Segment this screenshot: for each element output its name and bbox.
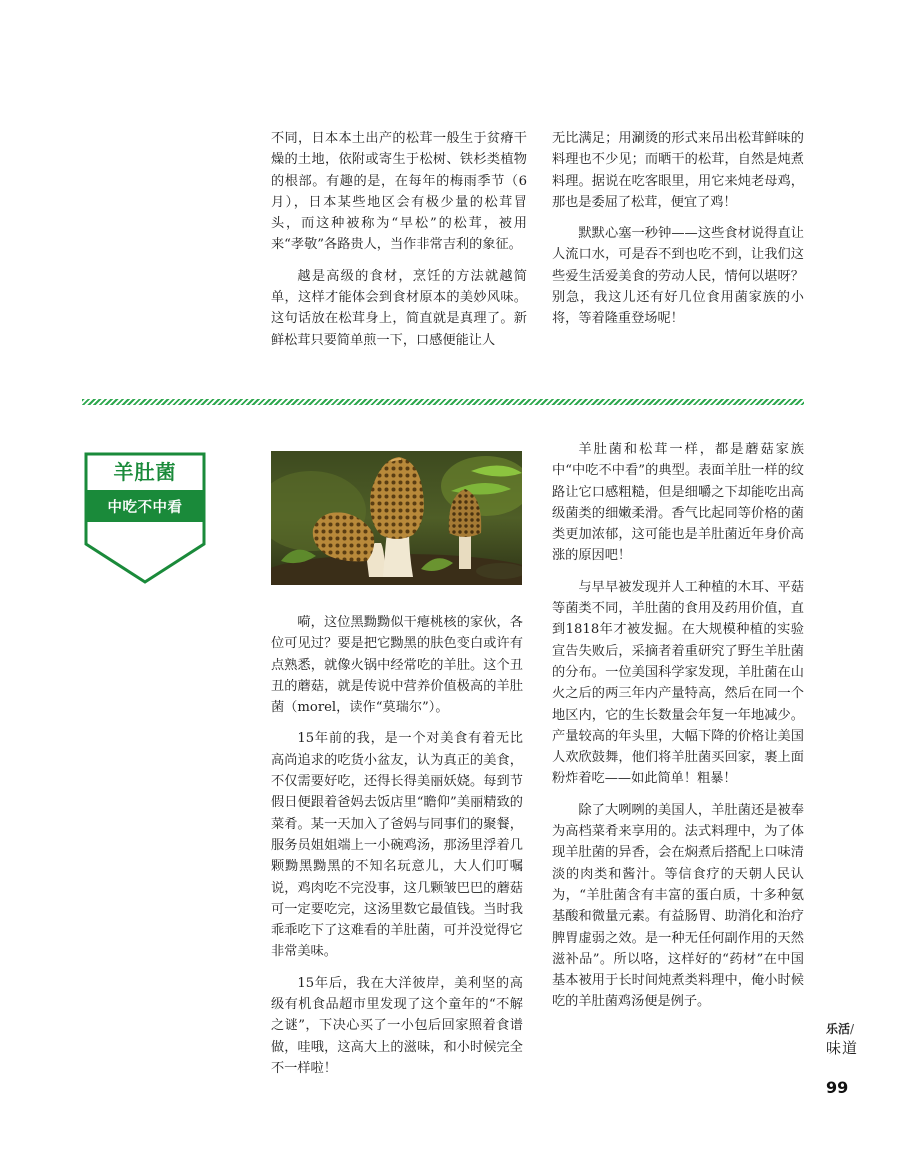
article-column-bottom-right xyxy=(552,439,804,1023)
paragraph: 越是高级的食材，烹饪的方法就越简单，这样才能体会到食材原本的美妙风味。这句话放在松茸身上，简直就是真理了。新鲜松茸只要简单煎一下，口感便能让人 xyxy=(271,268,527,348)
article-column-top-left xyxy=(271,128,527,361)
column-label xyxy=(826,1018,866,1058)
paragraph: 15年前的我，是一个对美食有着无比高尚追求的吃货小盆友，认为真正的美食，不仅需要好吃，还得长得美丽妖娆。每到节假日便跟着爸妈去饭店里“瞻仰”美丽精致的菜肴。某一天加入了爸妈与同事们的聚餐，服务员姐姐端上一小碗鸡汤，那汤里浮着几颗黝黑黝黑的不知名玩意儿，大人们叮嘱说，鸡肉吃不完没事，这几颗皱巴巴的蘑菇可一定要吃完，这汤里数它最值钱。当时我乖乖吃下了这难看的羊肚菌，可并没觉得它非常美味。 xyxy=(271,731,523,960)
column-label-secondary: 味道 xyxy=(826,1039,859,1057)
column-label-primary: 乐活 xyxy=(826,1022,851,1036)
section-divider xyxy=(82,399,804,405)
section-badge xyxy=(84,452,206,584)
morel-mushroom-photo xyxy=(271,451,522,585)
paragraph: 与早早被发现并人工种植的木耳、平菇等菌类不同，羊肚菌的食用及药用价值，直到1818年才被发掘。在大规模种植的实验宣告失败后，采摘者着重研究了野生羊肚菌的分布。一位美国科学家发现，羊肚菌在山火之后的两三年内产量特高，然后在同一个地区内，它的生长数量会年复一年地减少。产量较高的年头里，大幅下降的价格让美国人欢欣鼓舞，他们将羊肚菌买回家，裹上面粉炸着吃——如此简单！粗暴！ xyxy=(552,579,804,787)
page-number: 99 xyxy=(826,1078,849,1097)
section-title: 羊肚菌 xyxy=(113,460,177,484)
section-subtitle: 中吃不中看 xyxy=(107,500,183,516)
paragraph: 嗬，这位黑黝黝似干瘪桃核的家伙，各位可见过？要是把它黝黑的肤色变白或许有点熟悉，就像火锅中经常吃的羊肚。这个丑丑的蘑菇，就是传说中营养价值极高的羊肚菌（morel，读作“莫瑞尔”）。 xyxy=(271,615,523,716)
paragraph: 无比满足；用涮烫的形式来吊出松茸鲜味的料理也不少见；而晒干的松茸，自然是炖煮料理。据说在吃客眼里，用它来炖老母鸡，那也是委屈了松茸，便宜了鸡！ xyxy=(552,131,804,210)
article-column-top-right xyxy=(552,128,804,340)
paragraph: 不同，日本本土出产的松茸一般生于贫瘠干燥的土地，依附或寄生于松树、铁杉类植物的根部。有趣的是，在每年的梅雨季节（6月），日本某些地区会有极少量的松茸冒头，而这种被称为“早松”的松茸，被用来“孝敬”各路贵人，当作非常吉利的象征。 xyxy=(271,131,527,253)
article-column-bottom-left xyxy=(271,612,523,1089)
column-label-slash: / xyxy=(850,1022,855,1036)
paragraph: 除了大咧咧的美国人，羊肚菌还是被奉为高档菜肴来享用的。法式料理中，为了体现羊肚菌的异香，会在焖煮后搭配上口味清淡的肉类和酱汁。等信食疗的天朝人民认为，“羊肚菌含有丰富的蛋白质，十多种氨基酸和微量元素。有益肠胃、助消化和治疗脾胃虚弱之效。是一种无任何副作用的天然滋补品”。所以咯，这样好的“药材”在中国基本被用于长时间炖煮类料理中，俺小时候吃的羊肚菌鸡汤便是例子。 xyxy=(552,802,804,1010)
paragraph: 15年后，我在大洋彼岸，美利坚的高级有机食品超市里发现了这个童年的“不解之谜”，下决心买了一小包后回家照着食谱做，哇哦，这高大上的滋味，和小时候完全不一样啦！ xyxy=(271,975,523,1076)
paragraph: 默默心塞一秒钟——这些食材说得直让人流口水，可是吞不到也吃不到，让我们这些爱生活爱美食的劳动人民，情何以堪呀？别急，我这儿还有好几位食用菌家族的小将，等着隆重登场呢！ xyxy=(552,226,804,327)
paragraph: 羊肚菌和松茸一样，都是蘑菇家族中“中吃不中看”的典型。表面羊肚一样的纹路让它口感粗糙，但是细嚼之下却能吃出高级菌类的细嫩柔滑。香气比起同等价格的菌类更加浓郁，这可能也是羊肚菌近年身价高涨的原因吧！ xyxy=(552,442,804,564)
